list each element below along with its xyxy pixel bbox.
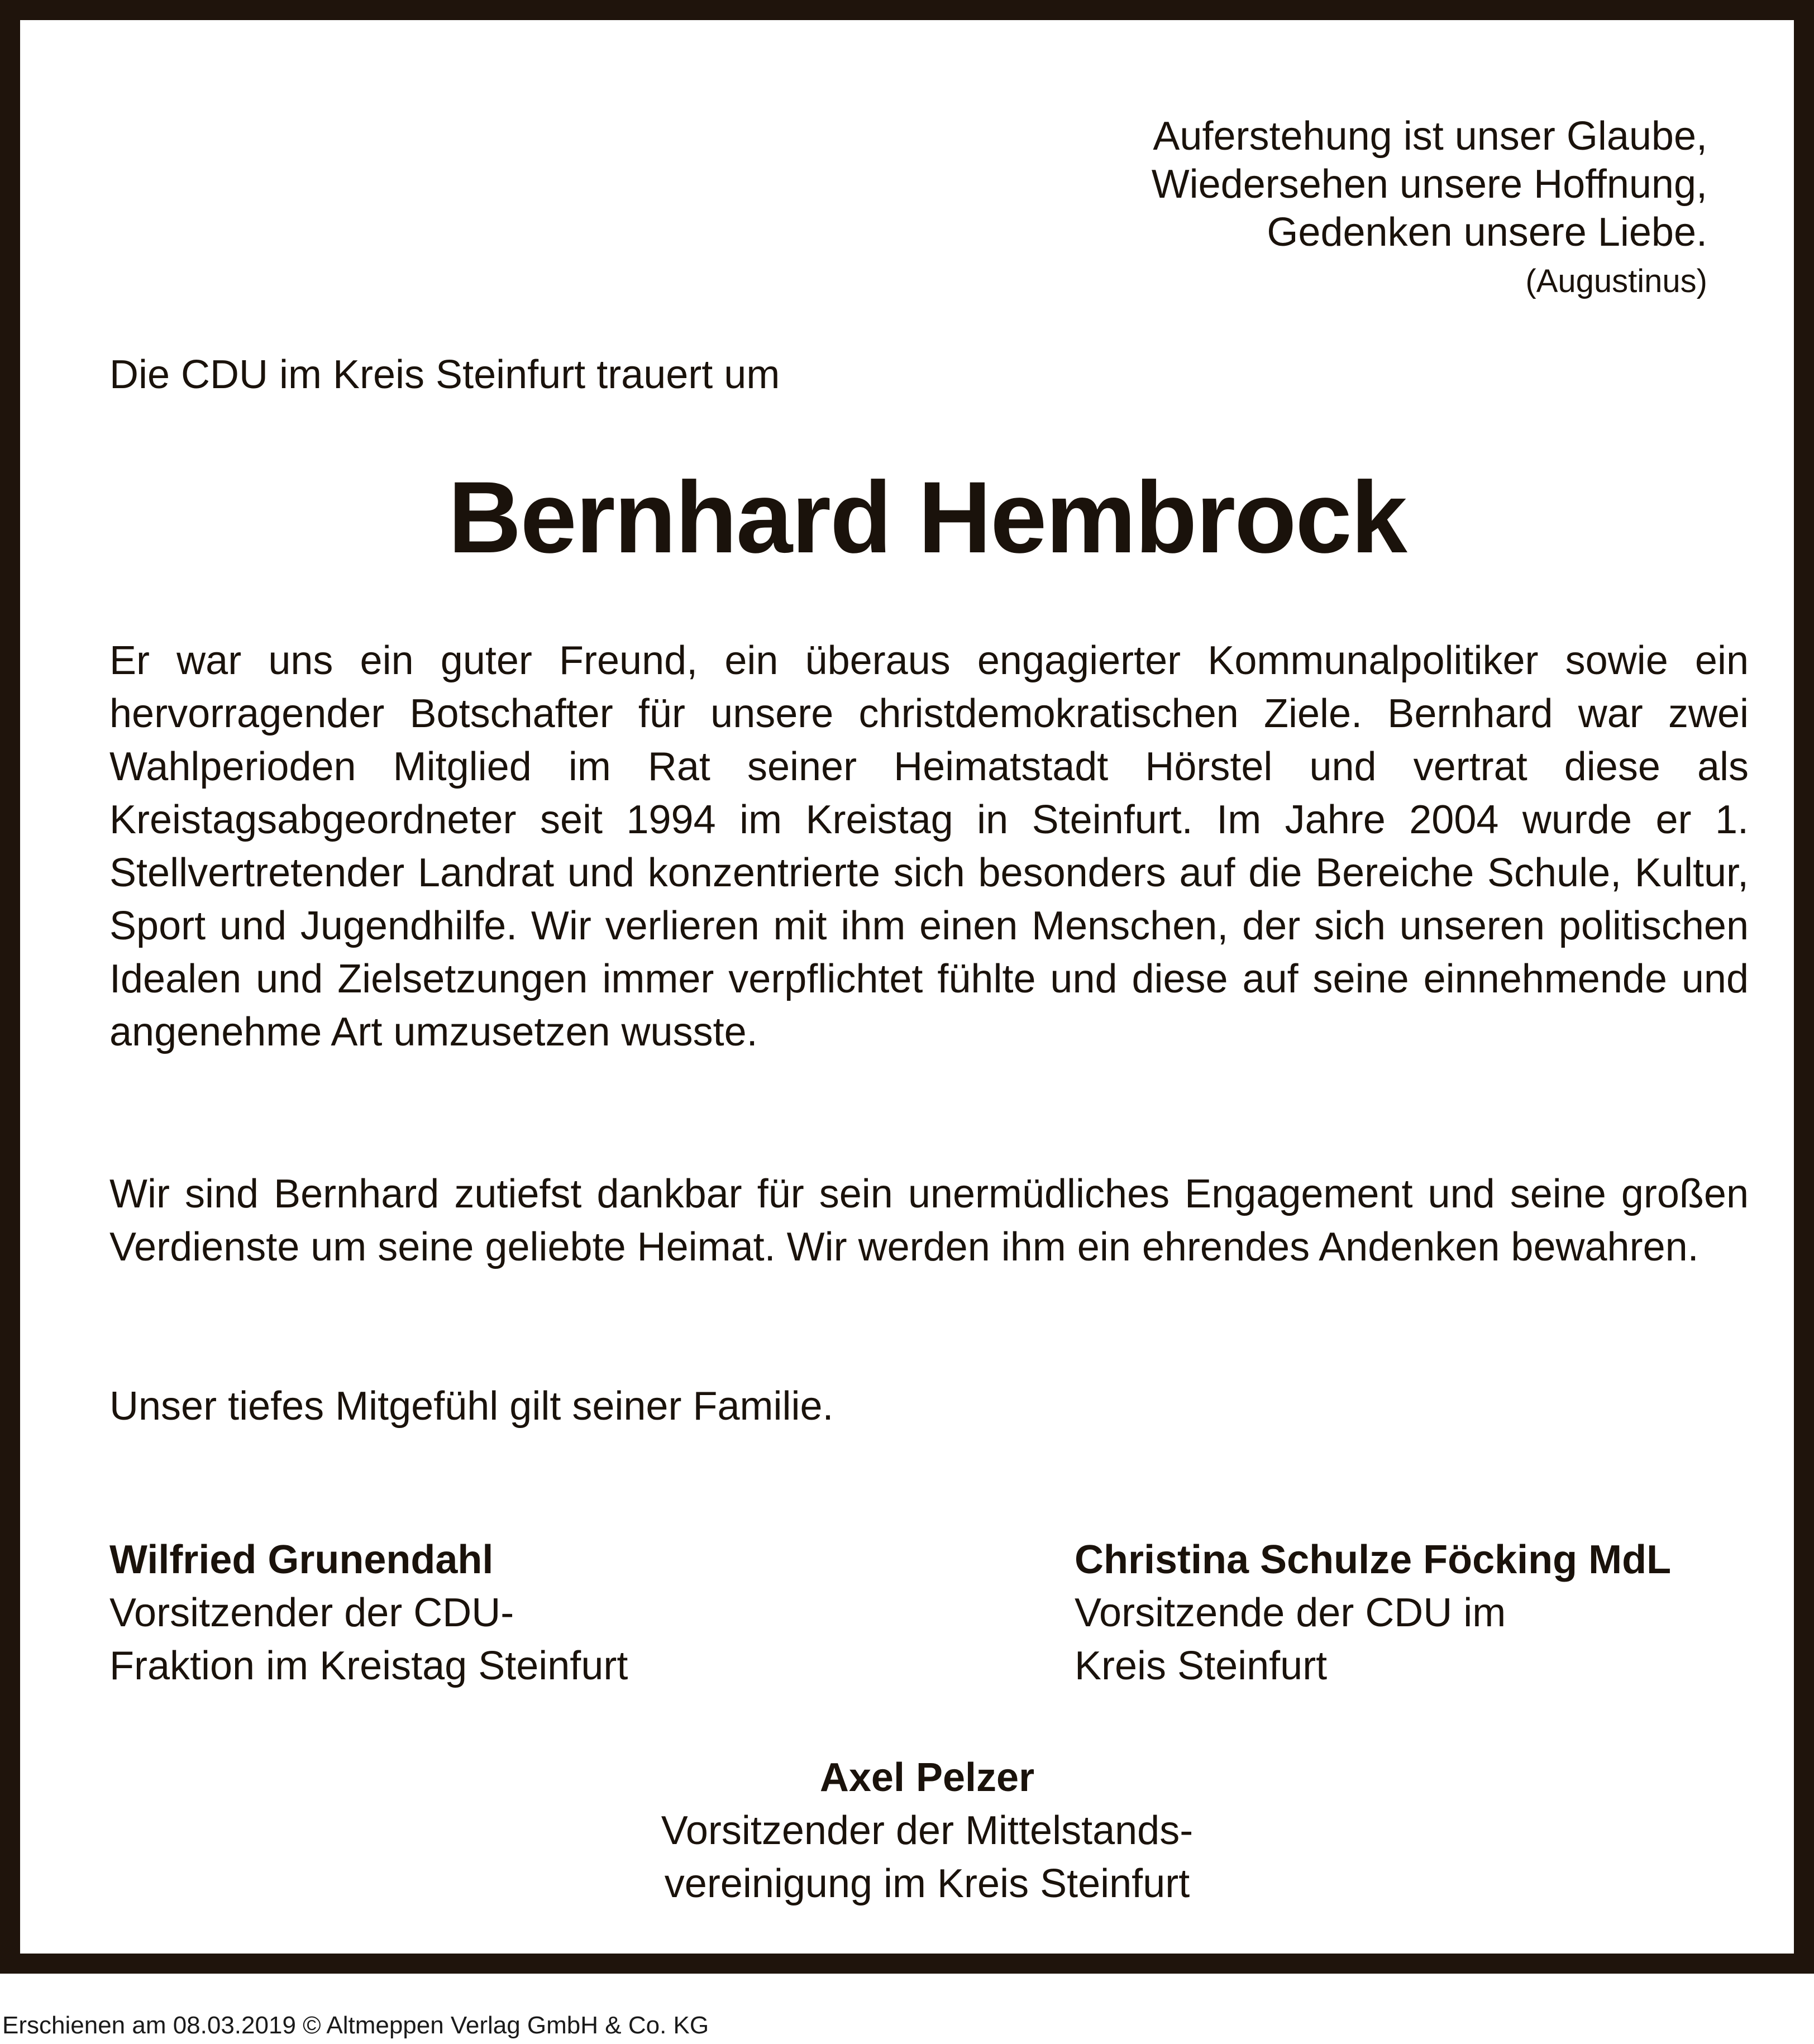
motto-source: (Augustinus) — [1525, 263, 1707, 299]
deceased-name: Bernhard Hembrock — [448, 460, 1406, 574]
signatory-name: Wilfried Grunendahl — [109, 1537, 494, 1582]
motto-line-2: Wiedersehen unsere Hoffnung, — [1151, 162, 1707, 207]
signatory-role-line: vereinigung im Kreis Steinfurt — [664, 1861, 1190, 1906]
signatory-name: Axel Pelzer — [819, 1755, 1035, 1800]
motto-line-1: Auferstehung ist unser Glaube, — [1153, 114, 1707, 159]
signatory-center — [20, 1751, 1814, 1911]
signatory-name: Christina Schulze Föcking MdL — [1075, 1537, 1672, 1582]
intro-line: Die CDU im Kreis Steinfurt trauert um — [109, 352, 780, 397]
publication-footer: Erschienen am 08.03.2019 © Altmeppen Verlag GmbH & Co. KG — [2, 2012, 709, 2039]
signatory-left — [109, 1534, 628, 1693]
paragraph-condolence: Unser tiefes Mitgefühl gilt seiner Familie. — [109, 1384, 834, 1429]
signatory-right — [1075, 1534, 1671, 1693]
signatory-role-line: Vorsitzende der CDU im — [1075, 1591, 1506, 1635]
paragraph-gratitude: Wir sind Bernhard zutiefst dankbar für sein unermüdliches Engagement und seine großen Verdienste um seine geliebte Heimat. Wir werden ihm ein ehrendes Andenken bewahren. — [109, 1172, 1749, 1269]
signatory-role-line: Kreis Steinfurt — [1075, 1644, 1328, 1688]
paragraph-tribute: Er war uns ein guter Freund, ein überaus engagierter Kommunalpolitiker sowie ein hervorragender Botschafter für unsere christdemokratischen Ziele. Bernhard war zwei Wahlperioden Mitglied im Rat seiner Heimatstadt Hörstel und vertrat diese als Kreistagsabgeordneter seit 1994 im Kreistag in Steinfurt. Im Jahre 2004 wurde er 1. Stellvertretender Landrat und konzentrierte sich besonders auf die Bereiche Schule, Kultur, Sport und Jugendhilfe. Wir verlieren mit ihm einen Menschen, der sich unseren politischen Idealen und Zielsetzungen immer verpflichtet fühlte und diese auf seine einnehmende und angenehme Art umzusetzen wusste. — [109, 638, 1749, 1054]
motto-line-3: Gedenken unsere Liebe. — [1267, 210, 1707, 255]
signatory-role-line: Fraktion im Kreistag Steinfurt — [109, 1644, 628, 1688]
signatory-role-line: Vorsitzender der Mittelstands- — [661, 1808, 1194, 1853]
signatory-role-line: Vorsitzender der CDU- — [109, 1591, 514, 1635]
motto-quote — [1152, 112, 1707, 307]
